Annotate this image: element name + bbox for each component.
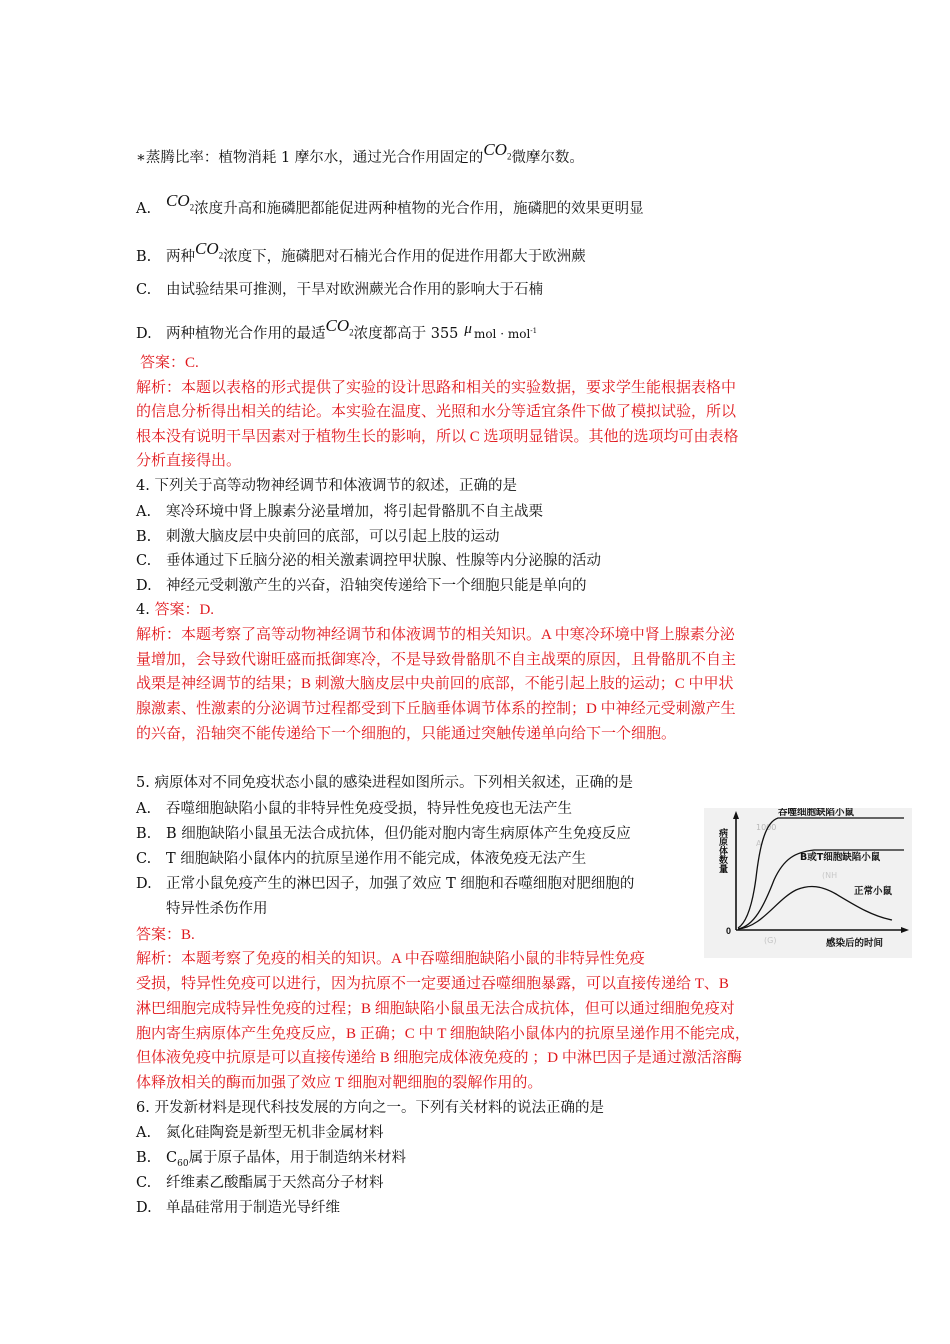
q3-analysis-4: 分析直接得出。 [136, 453, 242, 469]
curve-label-normal: 正常小鼠 [854, 886, 893, 897]
co2-formula: $CO_2$ [195, 239, 224, 261]
x-axis-label: 感染后的时间 [826, 938, 884, 949]
q5-analysis-4: 胞内寄生病原体产生免疫反应，B 正确；C 中 T 细胞缺陷小鼠体内的抗原呈递作用不能完成， [136, 1026, 750, 1042]
q5-option-b: B. B 细胞缺陷小鼠虽无法合成抗体，但仍能对胞内寄生病原体产生免疫反应 [136, 826, 631, 842]
intro-prefix: ∗蒸腾比率：植物消耗 1 摩尔水，通过光合作用固定的 [136, 150, 484, 166]
q4-answer: 4. 答案：D. [136, 602, 215, 618]
q3-option-c: C. 由试验结果可推测，干旱对欧洲蕨光合作用的影响大于石楠 [136, 282, 543, 298]
q3-analysis-1: 解析：本题以表格的形式提供了实验的设计思路和相关的实验数据，要求学生能根据表格中 [136, 380, 737, 396]
q5-analysis-2: 受损，特异性免疫可以进行，因为抗原不一定要通过吞噬细胞暴露，可以直接传递给 T、B [136, 976, 729, 992]
svg-text:1000: 1000 [756, 823, 777, 832]
q5-analysis-5: 但体液免疫中抗原是可以直接传递给 B 细胞完成体液免疫的 ；D 中淋巴因子是通过激活溶酶 [136, 1050, 742, 1066]
q4-option-d: D. 神经元受刺激产生的兴奋，沿轴突传递给下一个细胞只能是单向的 [136, 578, 587, 594]
q4-analysis-4: 腺激素、性激素的分泌调节过程都受到下丘脑垂体调节体系的控制；D 中神经元受刺激产生 [136, 701, 736, 717]
q5-analysis-3: 淋巴细胞完成特异性免疫的过程；B 细胞缺陷小鼠虽无法合成抗体，但可以通过细胞免疫对 [136, 1001, 735, 1017]
co2-formula: $CO_2$ [325, 316, 354, 338]
q6-option-a: A. 氮化硅陶瓷是新型无机非金属材料 [136, 1125, 384, 1141]
q5-analysis-1: 解析：本题考察了免疫的相关的知识。A 中吞噬细胞缺陷小鼠的非特异性免疫 [136, 951, 645, 967]
q5-analysis-6: 体释放相关的酶而加强了效应 T 细胞对靶细胞的裂解作用的。 [136, 1075, 543, 1091]
q3-analysis-3: 根本没有说明干旱因素对于植物生长的影响，所以 C 选项明显错误。其他的选项均可由表格 [136, 429, 739, 445]
q4-analysis-1: 解析：本题考察了高等动物神经调节和体液调节的相关知识。A 中寒冷环境中肾上腺素分泌 [136, 627, 735, 643]
q3-option-b: B. 两种$CO_2$浓度下，施磷肥对石楠光合作用的促进作用都大于欧洲蕨 [136, 239, 586, 265]
q3-option-a: A. $CO_2$浓度升高和施磷肥都能促进两种植物的光合作用，施磷肥的效果更明显 [136, 191, 644, 217]
co2-formula: $CO_2$ [483, 140, 512, 162]
q4-option-b: B. 刺激大脑皮层中央前回的底部，可以引起上肢的运动 [136, 529, 500, 545]
q5-stem: 5. 病原体对不同免疫状态小鼠的感染进程如图所示。下列相关叙述，正确的是 [136, 775, 633, 791]
y-axis-arrow [733, 811, 739, 819]
q6-option-b: B. $C_{60}$属于原子晶体，用于制造纳米材料 [136, 1150, 407, 1169]
x-axis-arrow [901, 927, 909, 933]
q6-option-c: C. 纤维素乙酸酯属于天然高分子材料 [136, 1175, 384, 1191]
q6-option-d: D. 单晶硅常用于制造光导纤维 [136, 1200, 340, 1216]
unit: mol · mol$^{-1}$ [473, 327, 538, 341]
q3-option-d: D. 两种植物光合作用的最适$CO_2$浓度都高于 355 μ mol · mol$^{-1}$ [136, 316, 538, 342]
q5-option-d: D. 正常小鼠免疫产生的淋巴因子，加强了效应 T 细胞和吞噬细胞对肥细胞的 [136, 876, 635, 892]
intro-line [136, 140, 584, 173]
q5-option-c: C. T 细胞缺陷小鼠体内的抗原呈递作用不能完成，体液免疫无法产生 [136, 851, 587, 867]
curve-label-phagocyte: 吞噬细胞缺陷小鼠 [778, 808, 855, 818]
q5-option-d-cont: 特异性杀伤作用 [166, 901, 268, 917]
svg-text:(NH: (NH [822, 871, 838, 880]
q4-option-c: C. 垂体通过下丘脑分泌的相关激素调控甲状腺、性腺等内分泌腺的活动 [136, 553, 601, 569]
q5-option-a: A. 吞噬细胞缺陷小鼠的非特异性免疫受损，特异性免疫也无法产生 [136, 801, 572, 817]
y-axis-label: 病原体数量 [717, 828, 727, 873]
q3-answer: 答案：C. [140, 355, 199, 371]
q4-analysis-2: 量增加，会导致代谢旺盛而抵御寒冷，不是导致骨骼肌不自主战栗的原因，且骨骼肌不自主 [136, 652, 737, 668]
q4-stem: 4. 下列关于高等动物神经调节和体液调节的叙述，正确的是 [136, 478, 517, 494]
infection-graph [704, 808, 912, 958]
intro-suffix: 微摩尔数。 [511, 150, 584, 166]
q4-analysis-3: 战栗是神经调节的结果；B 刺激大脑皮层中央前回的底部，不能引起上肢的运动；C 中甲状 [136, 676, 734, 692]
origin-label: 0 [726, 926, 732, 936]
curve-phagocyte-deficient [738, 818, 904, 928]
q4-analysis-5: 的兴奋，沿轴突不能传递给下一个细胞的，只能通过突触传递单向给下一个细胞。 [136, 726, 677, 742]
q6-stem: 6. 开发新材料是现代科技发展的方向之一。下列有关材料的说法正确的是 [136, 1100, 604, 1116]
q4-option-a: A. 寒冷环境中肾上腺素分泌量增加，将引起骨骼肌不自主战栗 [136, 504, 543, 520]
svg-text:(G): (G) [764, 936, 777, 945]
co2-formula: $CO_2$ [166, 191, 195, 213]
svg-text:A: A [756, 839, 762, 848]
q5-answer: 答案：B. [136, 927, 195, 943]
q3-analysis-2: 的信息分析得出相关的结论。本实验在温度、光照和水分等适宜条件下做了模拟试验，所以 [136, 404, 737, 420]
curve-label-bt: B或T细胞缺陷小鼠 [800, 852, 881, 863]
